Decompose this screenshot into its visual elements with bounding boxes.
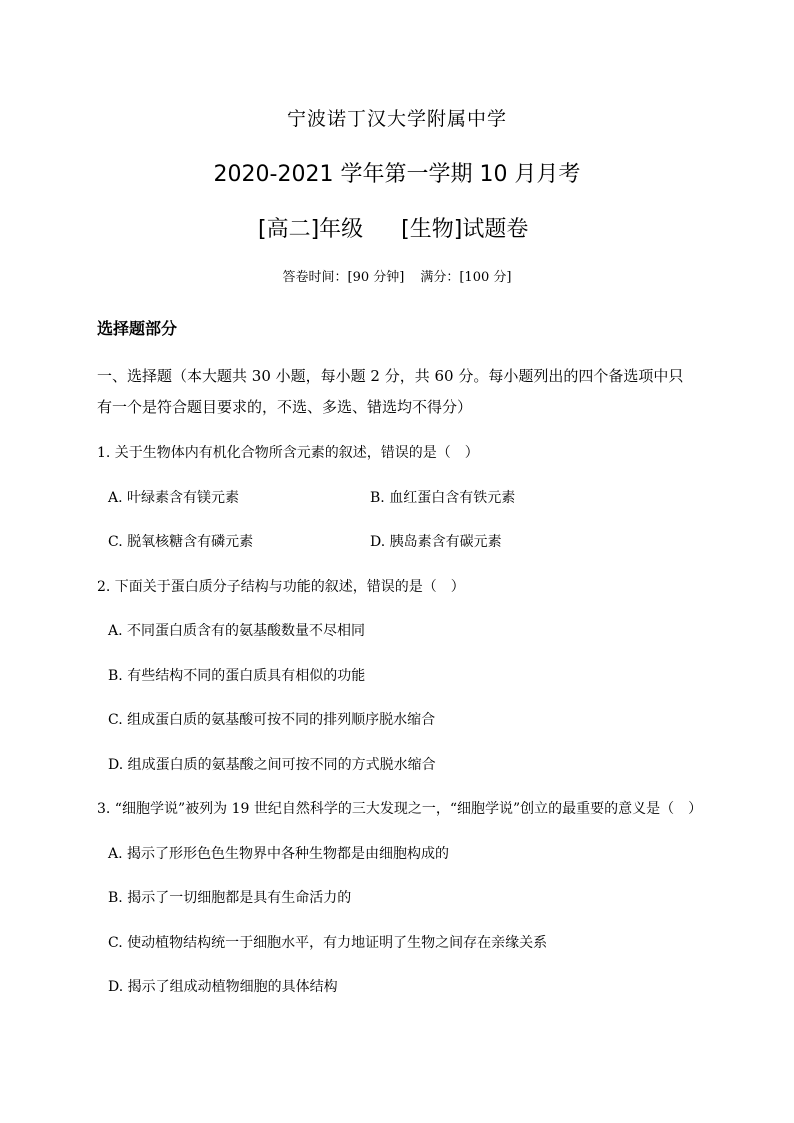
grade-label: [高二]年级 [258, 217, 364, 242]
subject-label: [生物]试题卷 [401, 217, 529, 242]
instructions-line-2: 有一个是符合题目要求的，不选、多选、错选均不得分） [97, 398, 473, 416]
question-1-option-d: D. 胰岛素含有碳元素 [370, 534, 502, 550]
question-3-option-a: A. 揭示了形形色色生物界中各种生物都是由细胞构成的 [108, 846, 450, 862]
question-2-option-b: B. 有些结构不同的蛋白质具有相似的功能 [108, 668, 366, 684]
question-1-option-a: A. 叶绿素含有镁元素 [108, 490, 240, 506]
exam-title: 2020-2021 学年第一学期 10 月月考 [213, 162, 581, 187]
question-2-option-d: D. 组成蛋白质的氨基酸之间可按不同的方式脱水缩合 [108, 757, 436, 773]
exam-score: 满分：[100 分] [420, 270, 512, 285]
paper-title [258, 212, 528, 243]
exam-time: 答卷时间：[90 分钟] [282, 270, 405, 285]
question-1-option-b: B. 血红蛋白含有铁元素 [370, 490, 516, 506]
question-1-option-c: C. 脱氧核糖含有磷元素 [108, 534, 254, 550]
question-2-option-a: A. 不同蛋白质含有的氨基酸数量不尽相同 [108, 623, 366, 639]
part-title: 选择题部分 [97, 319, 178, 338]
question-3-option-b: B. 揭示了一切细胞都是具有生命活力的 [108, 890, 352, 906]
question-2-stem: 2. 下面关于蛋白质分子结构与功能的叙述，错误的是（ ） [97, 579, 465, 595]
question-1-stem: 1. 关于生物体内有机化合物所含元素的叙述，错误的是（ ） [97, 445, 479, 461]
question-3-option-d: D. 揭示了组成动植物细胞的具体结构 [108, 979, 338, 995]
instructions-line-1: 一、选择题（本大题共 30 小题，每小题 2 分，共 60 分。每小题列出的四个备选项中只 [97, 367, 684, 385]
question-3-option-c: C. 使动植物结构统一于细胞水平，有力地证明了生物之间存在亲缘关系 [108, 935, 548, 951]
question-3-stem: 3. “细胞学说”被列为 19 世纪自然科学的三大发现之一，“细胞学说”创立的最重要的意义是（ ） [97, 801, 703, 817]
question-2-option-c: C. 组成蛋白质的氨基酸可按不同的排列顺序脱水缩合 [108, 712, 436, 728]
exam-info [0, 266, 794, 285]
school-name: 宁波诺丁汉大学附属中学 [286, 108, 507, 130]
